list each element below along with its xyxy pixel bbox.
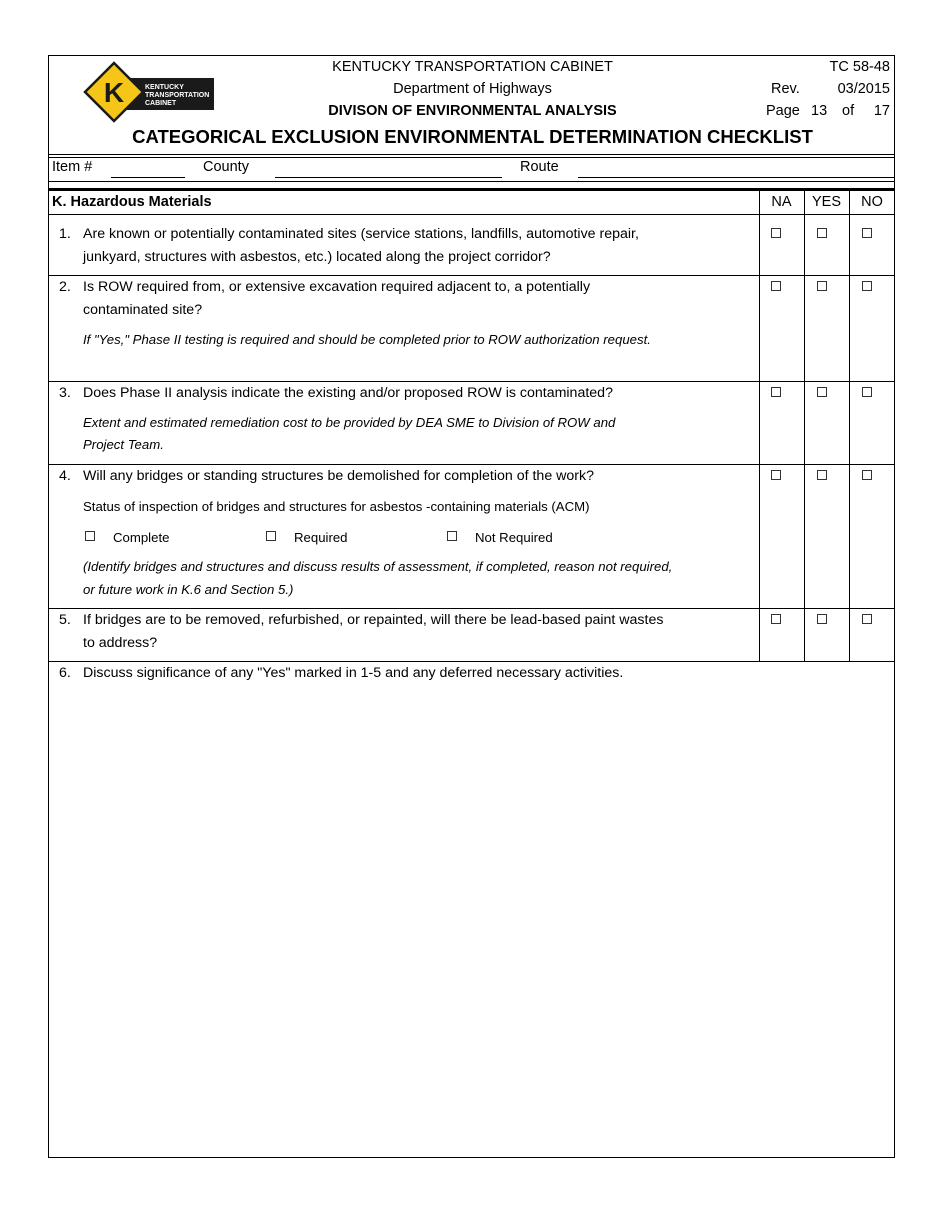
col-header-no: NO bbox=[861, 194, 883, 210]
acm-required-checkbox[interactable] bbox=[266, 531, 276, 541]
agency-logo bbox=[83, 61, 218, 123]
col-header-yes: YES bbox=[811, 194, 841, 210]
q5-na-checkbox[interactable] bbox=[771, 614, 781, 624]
rev-date: 03/2015 bbox=[837, 81, 890, 97]
department-name: Department of Highways bbox=[393, 81, 552, 97]
question-number: 4. bbox=[59, 468, 71, 484]
acm-not-required-checkbox[interactable] bbox=[447, 531, 457, 541]
q3-na-checkbox[interactable] bbox=[771, 387, 781, 397]
question-text-line: Are known or potentially contaminated sites (service stations, landfills, automotive repair, bbox=[83, 226, 639, 242]
question-number: 2. bbox=[59, 279, 71, 295]
question-note: (Identify bridges and structures and discuss results of assessment, if completed, reason not required, bbox=[83, 559, 673, 574]
col-header-na: NA bbox=[771, 194, 792, 210]
agency-name: KENTUCKY TRANSPORTATION CABINET bbox=[332, 59, 613, 75]
q5-no-checkbox[interactable] bbox=[862, 614, 872, 624]
q3-no-checkbox[interactable] bbox=[862, 387, 872, 397]
question-number: 3. bbox=[59, 385, 71, 401]
checklist-form bbox=[48, 55, 895, 1158]
q1-na-checkbox[interactable] bbox=[771, 228, 781, 238]
question-text-line: contaminated site? bbox=[83, 302, 203, 318]
question-note: or future work in K.6 and Section 5.) bbox=[83, 582, 294, 597]
question-number: 5. bbox=[59, 612, 71, 628]
q5-yes-checkbox[interactable] bbox=[817, 614, 827, 624]
svg-text:K: K bbox=[103, 77, 125, 108]
rev-label: Rev. bbox=[771, 81, 800, 97]
q1-no-checkbox[interactable] bbox=[862, 228, 872, 238]
page-title: CATEGORICAL EXCLUSION ENVIRONMENTAL DETERMINATION CHECKLIST bbox=[132, 126, 813, 147]
q3-yes-checkbox[interactable] bbox=[817, 387, 827, 397]
question-text-line: junkyard, structures with asbestos, etc.) located along the project corridor? bbox=[83, 249, 551, 265]
question-number: 6. bbox=[59, 665, 71, 681]
q2-na-checkbox[interactable] bbox=[771, 281, 781, 291]
question-note: If "Yes," Phase II testing is required and should be completed prior to ROW authorization request. bbox=[83, 332, 651, 347]
q4-no-checkbox[interactable] bbox=[862, 470, 872, 480]
acm-not-required-label: Not Required bbox=[475, 530, 553, 545]
county-field[interactable] bbox=[275, 177, 502, 178]
section-heading: K. Hazardous Materials bbox=[52, 194, 212, 210]
acm-complete-label: Complete bbox=[113, 530, 170, 545]
route-field[interactable] bbox=[578, 177, 894, 178]
svg-text:TRANSPORTATION: TRANSPORTATION bbox=[145, 92, 210, 99]
question-note: Extent and estimated remediation cost to be provided by DEA SME to Division of ROW and bbox=[83, 415, 616, 430]
question-text-line: Does Phase II analysis indicate the existing and/or proposed ROW is contaminated? bbox=[83, 385, 613, 401]
page-number: 13 bbox=[811, 103, 828, 119]
question-text-line: to address? bbox=[83, 635, 158, 651]
page-total: 17 bbox=[873, 103, 890, 119]
acm-required-label: Required bbox=[294, 530, 348, 545]
q4-na-checkbox[interactable] bbox=[771, 470, 781, 480]
question-text-line: Is ROW required from, or extensive excavation required adjacent to, a potentially bbox=[83, 279, 591, 295]
q4-yes-checkbox[interactable] bbox=[817, 470, 827, 480]
item-number-field[interactable] bbox=[111, 177, 185, 178]
question-number: 1. bbox=[59, 226, 71, 242]
page-of-label: of bbox=[842, 103, 855, 119]
route-label: Route bbox=[520, 159, 559, 175]
question-text-line: Will any bridges or standing structures be demolished for completion of the work? bbox=[83, 468, 594, 484]
question-text-line: If bridges are to be removed, refurbished, or repainted, will there be lead-based paint wastes bbox=[83, 612, 664, 628]
question-text-line: Discuss significance of any "Yes" marked in 1-5 and any deferred necessary activities. bbox=[83, 665, 624, 681]
q2-yes-checkbox[interactable] bbox=[817, 281, 827, 291]
q2-no-checkbox[interactable] bbox=[862, 281, 872, 291]
q1-yes-checkbox[interactable] bbox=[817, 228, 827, 238]
svg-text:CABINET: CABINET bbox=[145, 100, 177, 107]
form-number: TC 58-48 bbox=[829, 59, 890, 75]
discussion-text-area[interactable] bbox=[59, 688, 884, 1148]
page-label: Page bbox=[766, 103, 800, 119]
division-name: DIVISON OF ENVIRONMENTAL ANALYSIS bbox=[328, 103, 617, 119]
acm-complete-checkbox[interactable] bbox=[85, 531, 95, 541]
county-label: County bbox=[203, 159, 249, 175]
acm-status-label: Status of inspection of bridges and structures for asbestos -containing materials (ACM) bbox=[83, 499, 590, 514]
question-note: Project Team. bbox=[83, 437, 164, 452]
item-label: Item # bbox=[52, 159, 93, 175]
svg-text:KENTUCKY: KENTUCKY bbox=[145, 84, 184, 91]
